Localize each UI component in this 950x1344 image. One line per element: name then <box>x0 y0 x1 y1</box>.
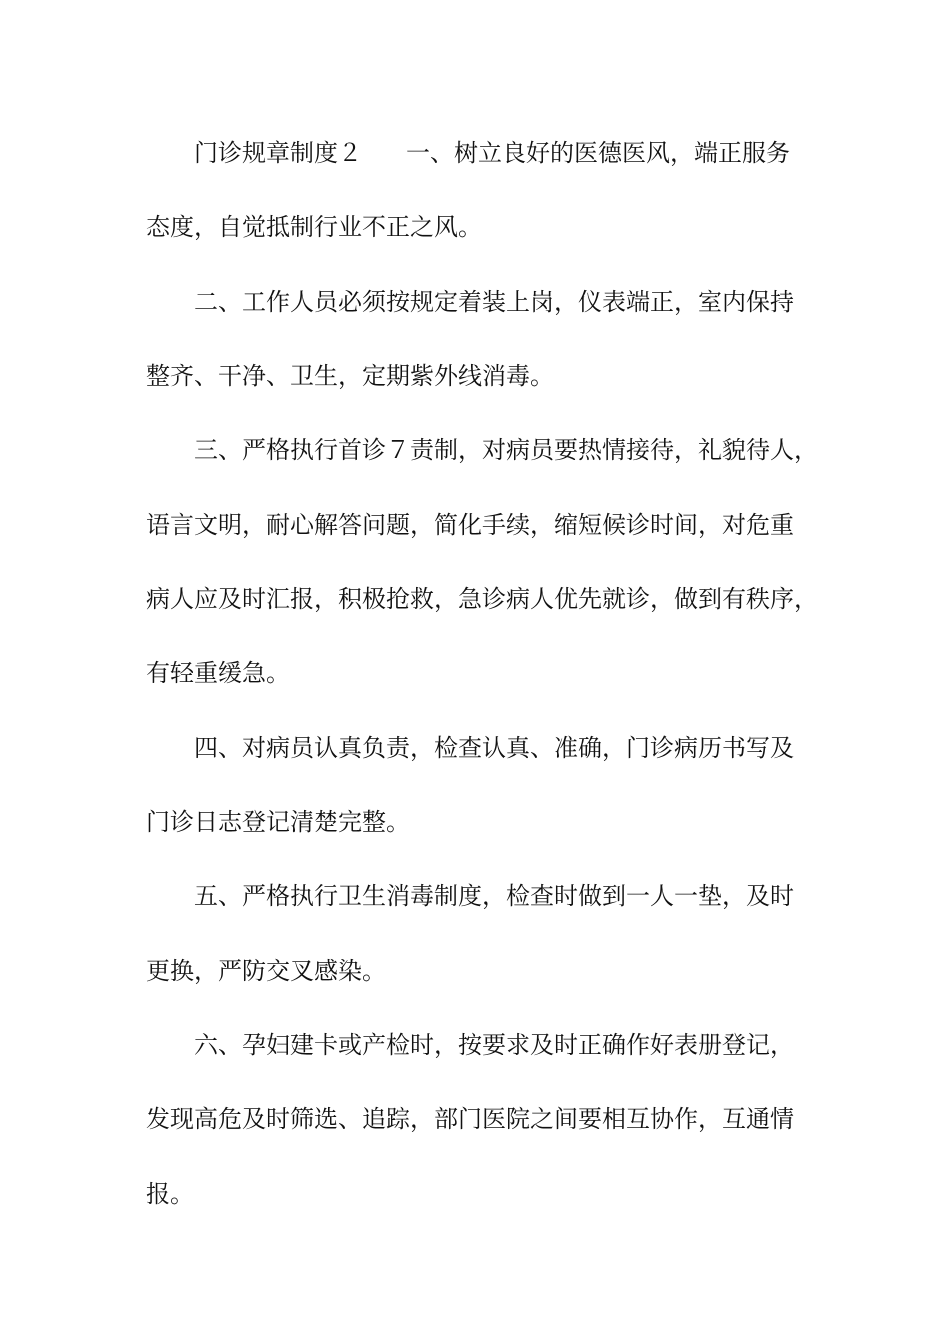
paragraph-3-line-3: 病人应及时汇报，积极抢救，急诊病人优先就诊，做到有秩序， <box>146 585 818 613</box>
paragraph-5-line-1: 五、严格执行卫生消毒制度，检查时做到一人一垫，及时 <box>194 882 794 910</box>
paragraph-1-line-1: 一、树立良好的医德医风，端正服务 <box>406 139 790 167</box>
paragraph-4-line-2: 门诊日志登记清楚完整。 <box>146 808 410 836</box>
paragraph-2-line-2: 整齐、干净、卫生，定期紫外线消毒。 <box>146 362 554 390</box>
paragraph-5-line-2: 更换，严防交叉感染。 <box>146 957 386 985</box>
paragraph-3-line-1: 三、严格执行首诊７责制，对病员要热情接待，礼貌待人， <box>194 436 818 464</box>
paragraph-6-line-2: 发现高危及时筛选、追踪，部门医院之间要相互协作，互通情 <box>146 1105 794 1133</box>
paragraph-4-line-1: 四、对病员认真负责，检查认真、准确，门诊病历书写及 <box>194 734 794 762</box>
paragraph-6-line-1: 六、孕妇建卡或产检时，按要求及时正确作好表册登记， <box>194 1031 794 1059</box>
document-title-line <box>194 133 834 173</box>
paragraph-2-line-1: 二、工作人员必须按规定着装上岗，仪表端正，室内保持 <box>194 288 794 316</box>
paragraph-6-line-3: 报。 <box>146 1180 194 1208</box>
paragraph-1-line-2: 态度，自觉抵制行业不正之风。 <box>146 213 482 241</box>
paragraph-3-line-2: 语言文明，耐心解答问题，简化手续，缩短候诊时间，对危重 <box>146 511 794 539</box>
paragraph-3-line-4: 有轻重缓急。 <box>146 659 290 687</box>
document-title: 门诊规章制度２ <box>194 139 362 167</box>
